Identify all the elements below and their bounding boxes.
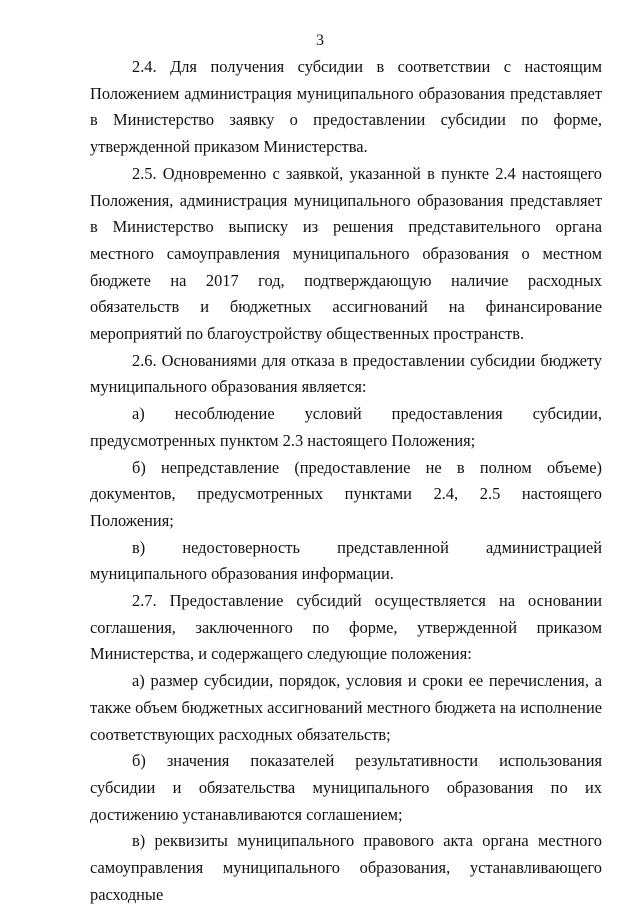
page-number: 3	[316, 32, 324, 49]
paragraph-2-7-v: в) реквизиты муниципального правового акта органа местного самоуправления муниципального образования, устанавливающего расходные	[90, 831, 602, 904]
scan-margin-mark	[4, 650, 10, 890]
paragraph-2-7: 2.7. Предоставление субсидий осуществляется на основании соглашения, заключенного по форме, утвержденной приказом Министерства, и содержащего следующие положения:	[90, 591, 602, 664]
paragraph-2-7-a: а) размер субсидии, порядок, условия и сроки ее перечисления, а также объем бюджетных ассигнований местного бюджета на исполнение соответствующих расходных обязательств;	[90, 671, 602, 744]
paragraph-2-6-v: в) недостоверность представленной администрацией муниципального образования информации.	[90, 537, 602, 584]
paragraph-2-4: 2.4. Для получения субсидии в соответствии с настоящим Положением администрация муниципального образования представляет в Министерство заявку о предоставлении субсидии по форме, утвержденной приказом Министерства.	[90, 57, 602, 157]
paragraph-2-5: 2.5. Одновременно с заявкой, указанной в пункте 2.4 настоящего Положения, администрация муниципального образования представляет в Министерство выписку из решения представительного органа местного самоуправления муниципального образования о местном бюджете на 2017 год, подтверждающую наличие расходных обязательств и бюджетных ассигнований на финансирование мероприятий по благоустройству общественных пространств.	[90, 163, 602, 344]
document-body	[90, 54, 602, 909]
paragraph-2-6-b: б) непредставление (предоставление не в полном объеме) документов, предусмотренных пунктами 2.4, 2.5 настоящего Положения;	[90, 457, 602, 530]
paragraph-2-6: 2.6. Основаниями для отказа в предоставлении субсидии бюджету муниципального образования является:	[90, 350, 602, 397]
paragraph-2-7-b: б) значения показателей результативности использования субсидии и обязательства муниципального образования по их достижению устанавливаются соглашением;	[90, 751, 602, 824]
paragraph-2-6-a: а) несоблюдение условий предоставления субсидии, предусмотренных пунктом 2.3 настоящего Положения;	[90, 404, 602, 450]
